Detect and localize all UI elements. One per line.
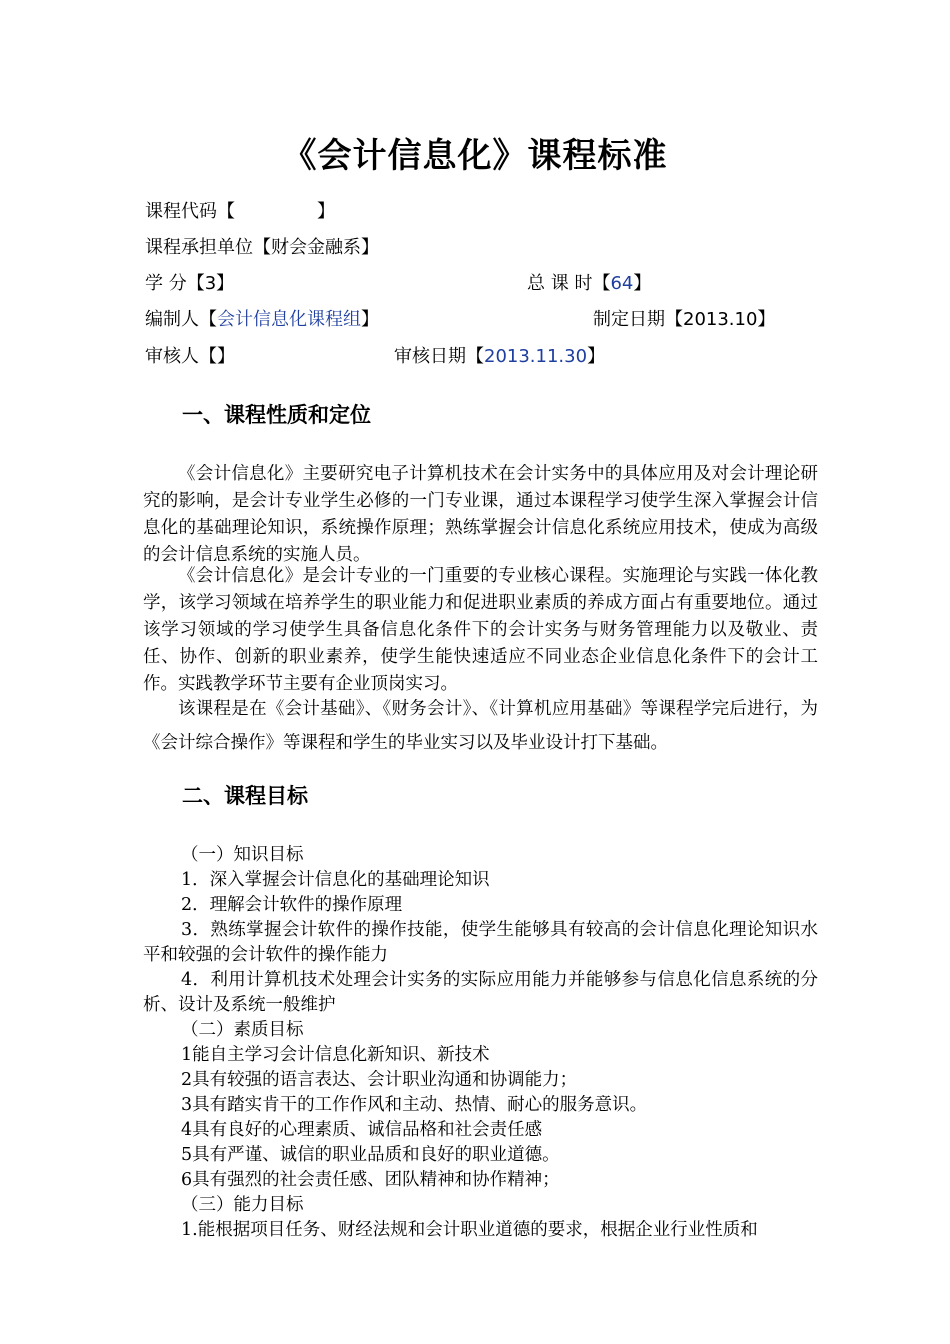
course-unit: 课程承担单位【财会金融系】 [145, 237, 379, 258]
reviewer-label: 审核人【】 [145, 346, 235, 367]
section2-heading: 二、课程目标 [182, 784, 308, 808]
editor-label: 编制人【 [145, 309, 217, 330]
editor-value: 会计信息化课程组 [217, 309, 361, 330]
knowledge-goal-3: 3．熟练掌握会计软件的操作技能，使学生能够具有较高的会计信息化理论知识水平和较强的会计软件的操作能力 [143, 920, 818, 965]
course-code-row [145, 197, 335, 223]
ability-goal-1: 1.能根据项目任务、财经法规和会计职业道德的要求，根据企业行业性质和 [181, 1220, 758, 1240]
total-hours-value: 64 [610, 273, 634, 294]
total-hours-close: 】 [633, 273, 652, 294]
credit-label: 学 分【3】 [145, 273, 235, 294]
formulation-date: 制定日期【2013.10】 [593, 309, 776, 330]
ability-goals-title: （三）能力目标 [181, 1195, 304, 1215]
quality-goal-3: 3具有踏实肯干的工作作风和主动、热情、耐心的服务意识。 [181, 1095, 648, 1115]
total-hours-row [527, 269, 651, 295]
review-date-label: 审核日期【 [394, 346, 484, 367]
quality-goal-6: 6具有强烈的社会责任感、团队精神和协作精神； [181, 1170, 560, 1190]
course-code-label: 课程代码【 [145, 201, 235, 222]
document-title: 《会计信息化》课程标准 [282, 136, 668, 176]
section1-paragraph-2: 《会计信息化》是会计专业的一门重要的专业核心课程。实施理论与实践一体化教学，该学习领域在培养学生的职业能力和促进职业素质的养成方面占有重要地位。通过该学习领域的学习使学生具备信息化条件下的会计实务与财务管理能力以及敬业、责任、协作、创新的职业素养，使学生能快速适应不同业态企业信息化条件下的会计工作。实践教学环节主要有企业顶岗实习。 [143, 566, 818, 694]
knowledge-goals-title: （一）知识目标 [181, 845, 304, 865]
quality-goal-5: 5具有严谨、诚信的职业品质和良好的职业道德。 [181, 1145, 560, 1165]
review-date-row [394, 342, 605, 368]
review-date-close: 】 [587, 346, 606, 367]
review-date-value: 2013.11.30 [484, 346, 588, 367]
section1-heading: 一、课程性质和定位 [182, 403, 371, 427]
course-code-close: 】 [317, 201, 335, 222]
knowledge-goal-2: 2．理解会计软件的操作原理 [181, 895, 403, 915]
editor-row [145, 305, 379, 331]
section1-paragraph-1: 《会计信息化》主要研究电子计算机技术在会计实务中的具体应用及对会计理论研究的影响，是会计专业学生必修的一门专业课，通过本课程学习使学生深入掌握会计信息化的基础理论知识，系统操作原理；熟练掌握会计信息化系统应用技术，使成为高级的会计信息系统的实施人员。 [143, 464, 818, 565]
quality-goal-4: 4具有良好的心理素质、诚信品格和社会责任感 [181, 1120, 543, 1140]
quality-goal-1: 1能自主学习会计信息化新知识、新技术 [181, 1045, 490, 1065]
knowledge-goal-4: 4．利用计算机技术处理会计实务的实际应用能力并能够参与信息化信息系统的分析、设计及系统一般维护 [143, 970, 818, 1015]
knowledge-goal-1: 1．深入掌握会计信息化的基础理论知识 [181, 870, 490, 890]
quality-goal-2: 2具有较强的语言表达、会计职业沟通和协调能力； [181, 1070, 578, 1090]
section1-paragraph-3: 该课程是在《会计基础》、《财务会计》、《计算机应用基础》等课程学完后进行，为《会计综合操作》等课程和学生的毕业实习以及毕业设计打下基础。 [143, 699, 818, 753]
total-hours-label: 总 课 时【 [527, 273, 611, 294]
editor-close: 】 [361, 309, 379, 330]
quality-goals-title: （二）素质目标 [181, 1020, 304, 1040]
